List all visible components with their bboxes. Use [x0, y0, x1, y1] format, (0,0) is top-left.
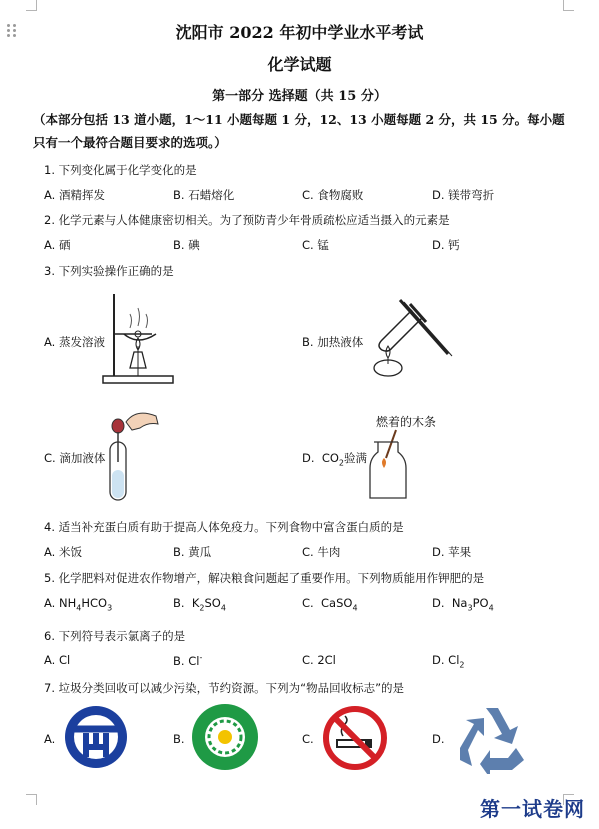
section-heading: 第一部分 选择题（共 15 分） [212, 89, 387, 104]
dropper-test-tube-icon [100, 404, 164, 504]
question-2-option-c[interactable]: C. 锰 [302, 238, 329, 252]
corner-mark-top-right [563, 0, 574, 11]
question-5-option-a[interactable]: A. $NH_4HCO_3$ [44, 596, 113, 613]
question-3-option-b[interactable]: B. 加热液体 [302, 335, 364, 349]
question-2-option-a[interactable]: A. 硒 [44, 238, 71, 252]
corner-mark-bottom-left [26, 794, 37, 805]
question-5-stem: 5. 化学肥料对促进农作物增产，解决粮食问题起了重要作用。下列物质能用作钾肥的是 [44, 571, 485, 585]
question-1-option-a[interactable]: A. 酒精挥发 [44, 188, 105, 202]
question-1-option-c[interactable]: C. 食物腐败 [302, 188, 364, 202]
question-7-option-c[interactable]: C. [302, 732, 314, 746]
question-2-stem: 2. 化学元素与人体健康密切相关。为了预防青少年骨质疏松应适当摄入的元素是 [44, 213, 450, 227]
question-4-option-d[interactable]: D. 苹果 [432, 545, 472, 559]
recycling-arrows-icon [454, 702, 530, 774]
section-note: （本部分包括 13 道小题，1～11 小题每题 1 分，12、13 小题每题 2 分，共 15 分。每小题只有一个最符合题目要求的选项。） [33, 112, 565, 150]
question-6-option-c[interactable]: C. 2Cl [302, 653, 336, 667]
blue-circle-emblem-icon [62, 703, 130, 771]
question-3-option-d[interactable]: D. $CO_2$验满 [302, 451, 367, 468]
question-3-stem: 3. 下列实验操作正确的是 [44, 264, 174, 278]
gas-bottle-icon [368, 428, 410, 500]
heating-liquid-apparatus-icon [352, 296, 454, 384]
question-7-stem: 7. 垃圾分类回收可以减少污染，节约资源。下列为“物品回收标志”的是 [44, 681, 405, 695]
question-4-option-c[interactable]: C. 牛肉 [302, 545, 341, 559]
question-3-option-c[interactable]: C. 滴加液体 [44, 451, 106, 465]
question-1-option-d[interactable]: D. 镁带弯折 [432, 188, 495, 202]
question-5-option-b[interactable]: B. $K_2SO_4$ [173, 596, 226, 613]
question-1-stem: 1. 下列变化属于化学变化的是 [44, 163, 197, 177]
question-7-option-a[interactable]: A. [44, 732, 56, 746]
exam-title: 沈阳市 2022 年初中学业水平考试 [175, 23, 424, 42]
question-7-option-b[interactable]: B. [173, 732, 185, 746]
green-environmental-label-icon [190, 702, 260, 772]
question-3-option-a[interactable]: A. 蒸发溶液 [44, 335, 105, 349]
question-5-option-d[interactable]: D. $Na_3PO_4$ [432, 596, 494, 613]
exam-subtitle: 化学试题 [267, 55, 332, 74]
question-6-stem: 6. 下列符号表示氯离子的是 [44, 629, 186, 643]
question-4-stem: 4. 适当补充蛋白质有助于提高人体免疫力。下列食物中富含蛋白质的是 [44, 520, 404, 534]
figure-label-burning-splint: 燃着的木条 [376, 415, 437, 429]
question-5-option-c[interactable]: C. CaSO$_4$ [302, 596, 358, 613]
site-watermark: 第一试卷网 [480, 797, 585, 821]
question-4-option-a[interactable]: A. 米饭 [44, 545, 82, 559]
question-6-option-a[interactable]: A. Cl [44, 653, 71, 667]
question-1-option-b[interactable]: B. 石蜡熔化 [173, 188, 235, 202]
question-7-option-d[interactable]: D. [432, 732, 445, 746]
question-6-option-d[interactable]: D. $Cl_2$ [432, 653, 465, 670]
question-2-option-b[interactable]: B. 碘 [173, 238, 200, 252]
corner-mark-top-left [26, 0, 37, 11]
question-4-option-b[interactable]: B. 黄瓜 [173, 545, 212, 559]
no-smoking-sign-icon [321, 704, 389, 772]
question-6-option-b[interactable]: B. Cl- [173, 653, 203, 668]
evaporation-apparatus-icon [100, 290, 180, 386]
question-2-option-d[interactable]: D. 钙 [432, 238, 460, 252]
